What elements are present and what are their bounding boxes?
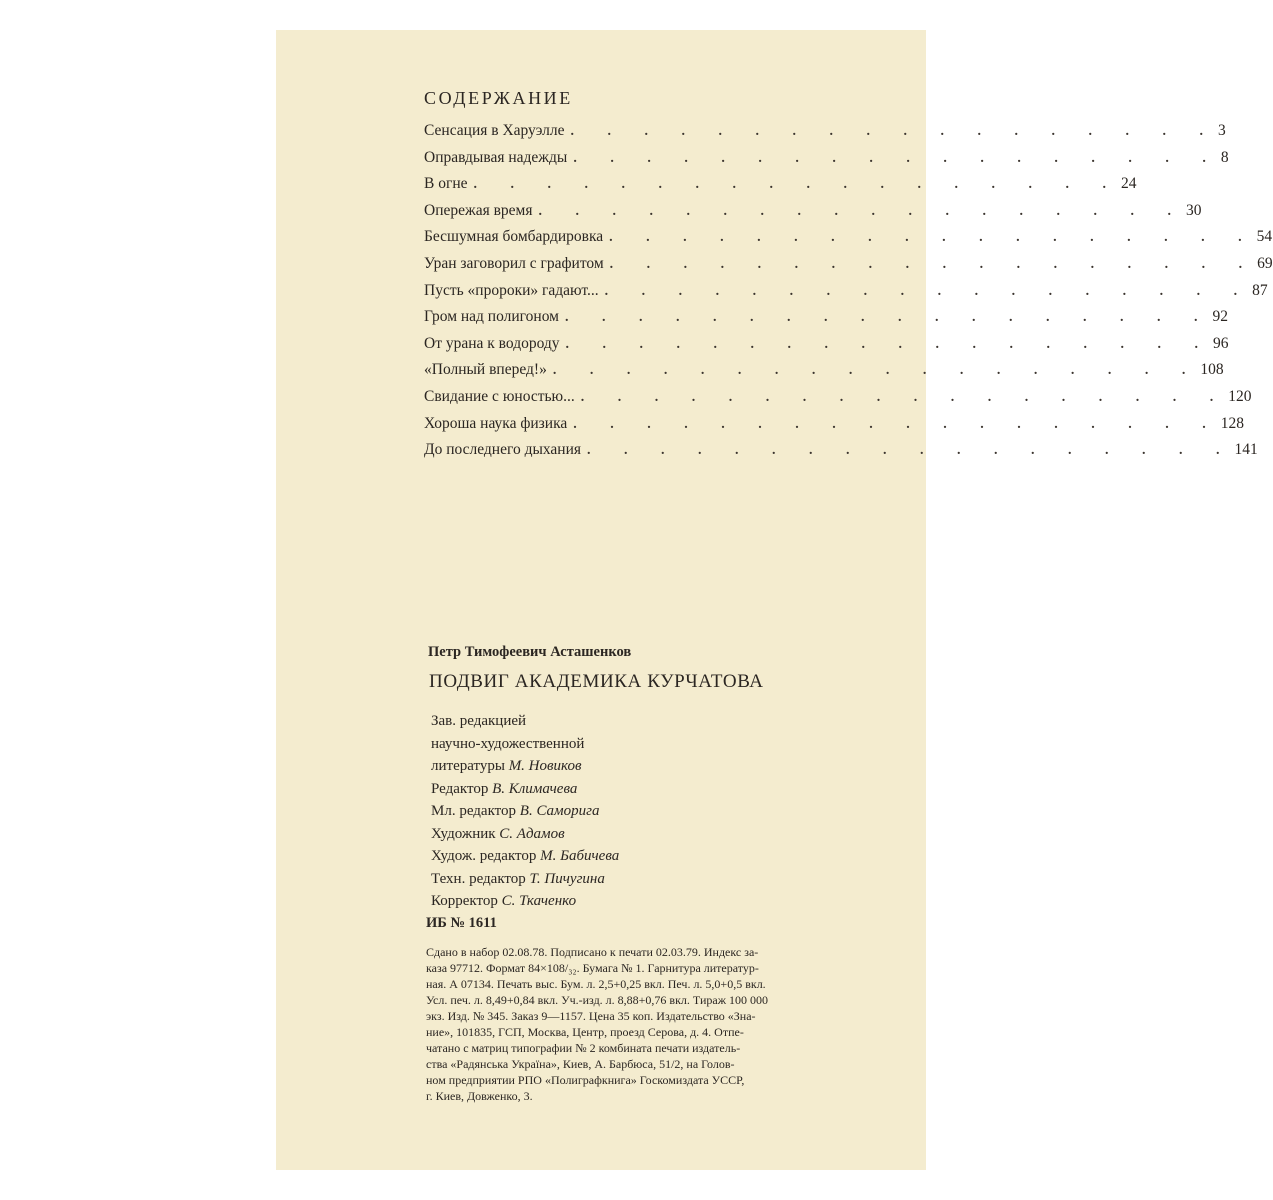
imprint-line: Усл. печ. л. 8,49+0,84 вкл. Уч.-изд. л. 8,88+0,76 вкл. Тираж 100 000 — [426, 993, 768, 1007]
toc-leader-dots: . . . . . . . . . . . . . . . . . . — [609, 230, 1257, 246]
credit-person: М. Новиков — [508, 758, 582, 774]
toc-entry — [424, 334, 1229, 361]
toc-entry — [424, 360, 1224, 387]
toc-leader-dots: . . . . . . . . . . . . . . . . . . — [573, 150, 1221, 166]
credit-person: С. Адамов — [499, 825, 565, 842]
imprint-line: каза 97712. Формат 84×108/₃₂. Бумага № 1. Гарнитура литератур- — [426, 961, 759, 975]
toc-entry — [424, 227, 1273, 254]
toc-entry-title: Хороша наука физика — [424, 414, 568, 432]
credit-role: литературы — [431, 758, 505, 774]
ib-number: ИБ № 1611 — [426, 915, 497, 931]
toc-entry — [424, 201, 1202, 228]
toc-entry — [424, 174, 1137, 201]
credits-list — [431, 710, 619, 913]
imprint-line: чатано с матриц типографии № 2 комбината печати издатель- — [426, 1041, 741, 1055]
credit-person: В. Климачева — [492, 780, 578, 797]
toc-entry — [424, 281, 1268, 308]
toc-leader-dots: . . . . . . . . . . . . . . . . . . — [564, 310, 1213, 326]
book-title: ПОДВИГ АКАДЕМИКА КУРЧАТОВА — [429, 671, 764, 692]
credit-person: Т. Пичугина — [529, 870, 605, 887]
toc-entry-page: 87 — [1252, 281, 1268, 299]
toc-entry-title: Опережая время — [424, 201, 533, 219]
toc-entry-page: 92 — [1212, 308, 1228, 326]
imprint-line: г. Киев, Довженко, 3. — [426, 1089, 533, 1103]
credit-person: В. Саморига — [519, 803, 600, 819]
toc-entry-title: Бесшумная бомбардировка — [424, 228, 604, 246]
toc-entry-page: 3 — [1218, 122, 1226, 139]
credit-line — [431, 800, 619, 823]
credit-role: Мл. редактор — [431, 803, 517, 819]
imprint-line: ние», 101835, ГСП, Москва, Центр, проезд Серова, д. 4. Отпе- — [426, 1025, 744, 1039]
toc-entry-page: 108 — [1200, 361, 1224, 379]
toc-entry-title: До последнего дыхания — [424, 441, 582, 459]
imprint-line: ства «Радянська Україна», Киев, А. Барбюса, 51/2, на Голов- — [426, 1057, 735, 1071]
credit-line — [431, 755, 619, 778]
toc-entry-page: 8 — [1220, 148, 1229, 166]
credit-role: научно-художественной — [431, 735, 585, 752]
toc-entry-page: 30 — [1185, 201, 1202, 219]
toc-leader-dots: . . . . . . . . . . . . . . . . . . — [552, 363, 1201, 379]
toc-entry-title: Гром над полигоном — [424, 308, 559, 326]
imprint-line: ном предприятии РПО «Полиграфкнига» Госкомиздата УССР, — [426, 1073, 745, 1087]
credit-line — [431, 778, 619, 801]
author-name: Петр Тимофеевич Асташенков — [428, 644, 632, 660]
toc-entry — [424, 414, 1245, 441]
credit-line — [431, 823, 619, 846]
toc-leader-dots: . . . . . . . . . . . . . . . . . . — [604, 283, 1253, 299]
toc-entry-page: 69 — [1257, 254, 1273, 272]
toc-entry-title: В огне — [424, 175, 468, 193]
toc-entry-page: 54 — [1256, 228, 1273, 246]
toc-leader-dots: . . . . . . . . . . . . . . . . . . — [587, 443, 1235, 459]
toc-leader-dots: . . . . . . . . . . . . . . . . . . — [580, 389, 1229, 405]
imprint-line: экз. Изд. № 345. Заказ 9—1157. Цена 35 коп. Издательство «Зна- — [426, 1009, 756, 1023]
toc-entry — [424, 148, 1229, 175]
credit-person: С. Ткаченко — [501, 893, 577, 909]
credit-line — [431, 733, 619, 756]
toc-leader-dots: . . . . . . . . . . . . . . . . . . — [538, 203, 1186, 219]
credit-role: Худож. редактор — [431, 848, 537, 864]
toc-leader-dots: . . . . . . . . . . . . . . . . . . — [565, 336, 1214, 352]
credit-role: Художник — [431, 825, 496, 842]
credit-line — [431, 868, 619, 891]
toc-entry — [424, 254, 1273, 281]
imprint-line: Сдано в набор 02.08.78. Подписано к печати 02.03.79. Индекс за- — [426, 945, 759, 959]
toc-entry-title: Оправдывая надежды — [424, 148, 568, 166]
credit-line — [431, 890, 619, 913]
toc-entry-page: 96 — [1213, 334, 1229, 352]
toc-entry — [424, 307, 1228, 334]
toc-entry-page: 120 — [1228, 387, 1252, 405]
toc-entry — [424, 387, 1252, 414]
toc-entry-title: Уран заговорил с графитом — [424, 254, 604, 272]
credit-role: Редактор — [431, 780, 489, 797]
imprint-line: ная. А 07134. Печать выс. Бум. л. 2,5+0,25 вкл. Печ. л. 5,0+0,5 вкл. — [426, 977, 766, 991]
toc-entry-page: 128 — [1220, 414, 1245, 432]
credit-role: Техн. редактор — [431, 870, 526, 887]
toc-entry-page: 24 — [1121, 175, 1137, 193]
toc-list — [424, 121, 1273, 467]
credit-role: Корректор — [431, 893, 498, 909]
toc-entry-title: «Полный вперед!» — [424, 361, 547, 379]
toc-entry — [424, 121, 1226, 148]
credit-role: Зав. редакцией — [431, 713, 527, 729]
toc-leader-dots: . . . . . . . . . . . . . . . . . . — [609, 256, 1258, 272]
credit-person: М. Бабичева — [540, 848, 620, 864]
toc-heading: СОДЕРЖАНИЕ — [424, 88, 573, 108]
credit-line — [431, 710, 619, 733]
toc-entry-title: Пусть «пророки» гадают... — [424, 281, 599, 299]
toc-entry-page: 141 — [1234, 441, 1258, 459]
toc-leader-dots: . . . . . . . . . . . . . . . . . . — [473, 177, 1121, 193]
toc-leader-dots: . . . . . . . . . . . . . . . . . . — [573, 416, 1221, 432]
toc-leader-dots: . . . . . . . . . . . . . . . . . . — [570, 124, 1219, 139]
toc-entry — [424, 440, 1258, 467]
toc-entry-title: От урана к водороду — [424, 334, 560, 352]
toc-entry-title: Сенсация в Харуэлле — [424, 122, 565, 139]
credit-line — [431, 845, 619, 868]
toc-entry-title: Свидание с юностью... — [424, 387, 575, 405]
imprint-block — [426, 944, 918, 1104]
